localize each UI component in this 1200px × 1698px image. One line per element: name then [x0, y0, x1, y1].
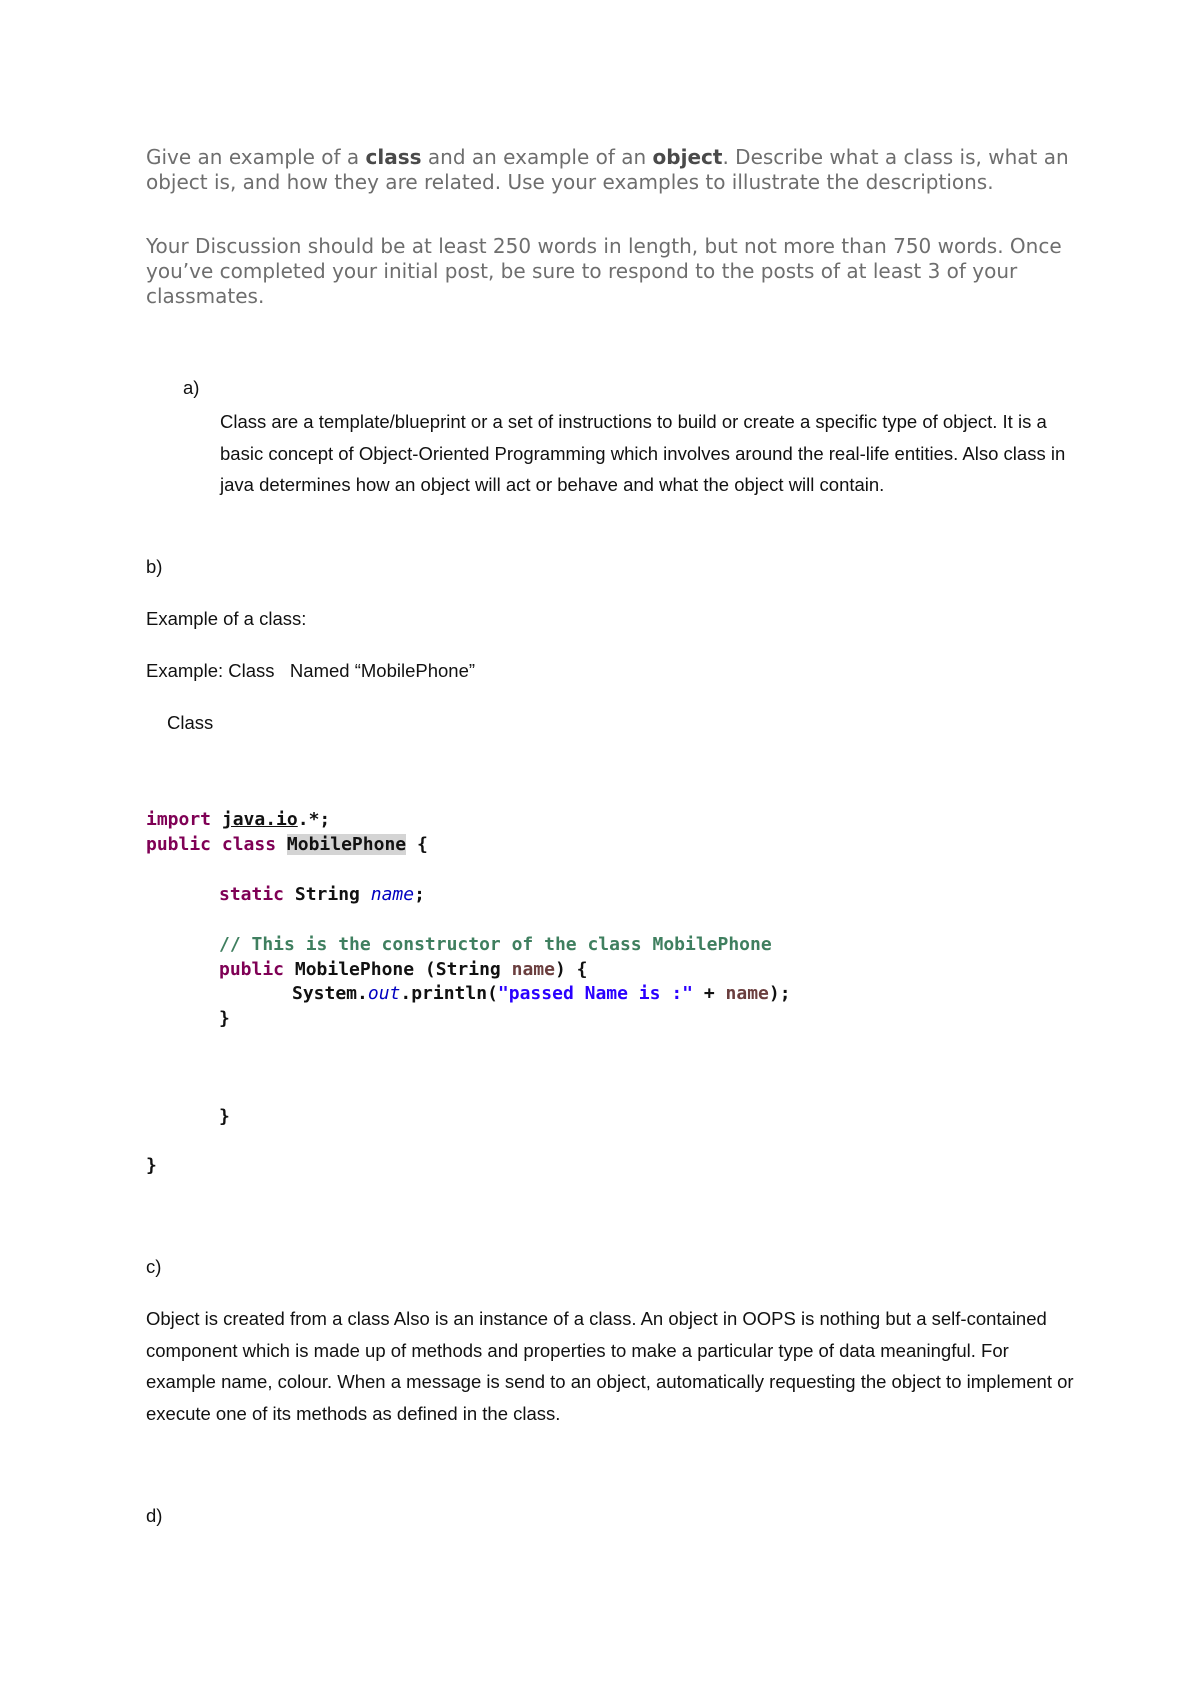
code-keyword: import	[146, 809, 212, 830]
code-text: );	[768, 983, 791, 1004]
answer-b-label: b)	[146, 556, 163, 577]
prompt-keyword-class: class	[365, 145, 422, 169]
example-named: Example: Class Named “MobilePhone”	[146, 660, 476, 681]
code-brace: }	[219, 1008, 230, 1029]
example-heading: Example of a class:	[146, 608, 307, 629]
prompt-text: . Describe what a class is, what an object is, and how they are related. Use your examples to illustrate the descriptions.	[146, 145, 1069, 194]
code-text: +	[693, 983, 726, 1004]
code-text: {	[406, 834, 428, 855]
code-brace: }	[219, 1106, 230, 1127]
answer-a-label: a)	[183, 377, 200, 398]
code-keyword: static	[219, 884, 285, 905]
code-keyword: public	[146, 834, 212, 855]
code-text: System.	[292, 983, 368, 1004]
class-word: Class	[167, 712, 214, 733]
answer-a-text: Class are a template/blueprint or a set of instructions to build or create a specific type of object. It is a basic concept of Object-Oriented Programming which involves around the real-life entities. Also class in java determines how an object will act or behave and what the object will contain.	[220, 411, 1066, 495]
code-text: ;	[414, 884, 425, 905]
prompt-text: Give an example of a	[146, 145, 366, 169]
code-string: "passed Name is :"	[497, 983, 693, 1004]
code-class-name: MobilePhone	[286, 834, 407, 855]
code-field: out	[367, 983, 401, 1004]
code-text: ) {	[554, 959, 588, 980]
code-type: String	[435, 959, 501, 980]
code-line-class-close	[146, 1154, 157, 1179]
prompt-paragraph-2: Your Discussion should be at least 250 words in length, but not more than 750 words. Once you’ve completed your initial post, be sure to respond to the posts of at least 3 of your classmates.	[146, 234, 1062, 308]
code-line-comment	[219, 933, 772, 958]
code-brace: }	[146, 1155, 157, 1176]
code-field: name	[370, 884, 415, 905]
code-line-ctor-close	[219, 1007, 230, 1032]
code-line-inner-close	[219, 1105, 230, 1130]
code-line-import	[146, 808, 330, 833]
prompt-paragraph-1	[146, 145, 1076, 195]
code-comment: // This is the constructor of the class MobilePhone	[219, 934, 772, 955]
code-text: MobilePhone (	[284, 959, 436, 980]
prompt-keyword-object: object	[652, 145, 723, 169]
code-keyword: public	[219, 959, 285, 980]
code-line-field	[219, 883, 425, 908]
code-param: name	[725, 983, 769, 1004]
answer-d-label: d)	[146, 1505, 163, 1526]
code-text: .println(	[400, 983, 498, 1004]
code-type: String	[294, 884, 360, 905]
code-package: java.io	[221, 809, 298, 830]
prompt-text: and an example of an	[421, 145, 653, 169]
answer-c-label: c)	[146, 1256, 162, 1277]
code-keyword: class	[221, 834, 277, 855]
code-line-println	[292, 982, 791, 1007]
code-line-constructor	[219, 958, 588, 983]
code-text: .*;	[297, 809, 331, 830]
answer-c-text: Object is created from a class Also is an instance of a class. An object in OOPS is nothing but a self-contained component which is made up of methods and properties to make a particular type of data meaningful. For example name, colour. When a message is send to an object, automatically requesting the object to implement or execute one of its methods as defined in the class.	[146, 1308, 1074, 1424]
code-param: name	[511, 959, 555, 980]
code-line-class-decl	[146, 833, 428, 858]
